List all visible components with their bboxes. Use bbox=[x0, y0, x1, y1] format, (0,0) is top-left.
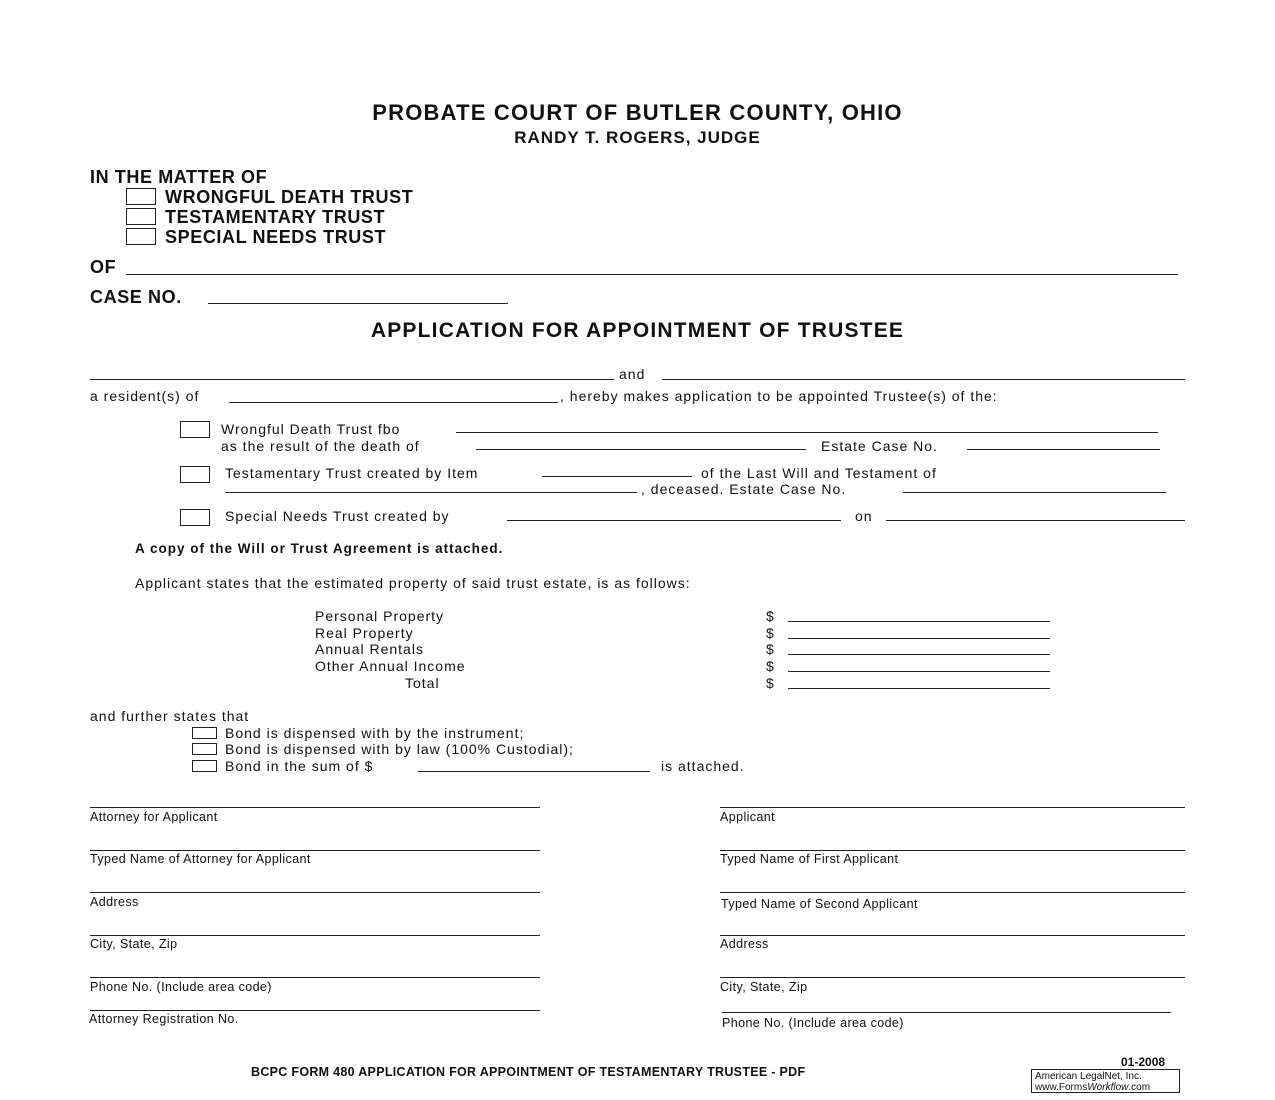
applicant-1-field[interactable] bbox=[90, 379, 614, 380]
annual-rentals-field[interactable] bbox=[788, 654, 1050, 655]
testator-field[interactable] bbox=[225, 492, 637, 493]
death-label: as the result of the death of bbox=[221, 438, 420, 454]
application-text: , hereby makes application to be appointed Trustee(s) of the: bbox=[560, 388, 998, 404]
resident-label: a resident(s) of bbox=[90, 388, 200, 404]
total-field[interactable] bbox=[788, 688, 1050, 689]
case-number-field[interactable] bbox=[208, 303, 508, 304]
signature-label: Phone No. (Include area code) bbox=[90, 980, 272, 994]
bond-sum-checkbox[interactable] bbox=[192, 760, 217, 772]
first-applicant-name-field[interactable] bbox=[720, 850, 1185, 851]
testamentary-checkbox[interactable] bbox=[126, 208, 156, 225]
estate-case-field[interactable] bbox=[967, 449, 1160, 450]
property-label: Real Property bbox=[315, 625, 414, 641]
testamentary-case-field[interactable] bbox=[903, 492, 1166, 493]
bond-option: Bond is dispensed with by the instrument; bbox=[225, 725, 525, 741]
signature-label: Attorney for Applicant bbox=[90, 810, 218, 824]
applicant-city-field[interactable] bbox=[720, 977, 1185, 978]
dollar-sign: $ bbox=[766, 608, 775, 624]
attorney-address-field[interactable] bbox=[90, 892, 540, 893]
attorney-signature-field[interactable] bbox=[90, 807, 540, 808]
applicant-signature-field[interactable] bbox=[720, 807, 1185, 808]
signature-label: Attorney Registration No. bbox=[89, 1012, 239, 1026]
estate-case-label: Estate Case No. bbox=[821, 438, 938, 454]
form-title: APPLICATION FOR APPOINTMENT OF TRUSTEE bbox=[370, 319, 905, 342]
fbo-field[interactable] bbox=[456, 432, 1158, 433]
property-label: Other Annual Income bbox=[315, 658, 466, 674]
court-title: PROBATE COURT OF BUTLER COUNTY, OHIO bbox=[372, 100, 903, 125]
property-label: Annual Rentals bbox=[315, 641, 424, 657]
of-label: OF bbox=[90, 257, 117, 277]
bond-instrument-checkbox[interactable] bbox=[192, 727, 217, 739]
attorney-phone-field[interactable] bbox=[90, 977, 540, 978]
testamentary-label: Testamentary Trust created by Item bbox=[225, 465, 479, 481]
property-label: Total bbox=[405, 675, 440, 691]
vendor-name: American LegalNet, Inc. bbox=[1035, 1071, 1142, 1082]
attorney-name-field[interactable] bbox=[90, 850, 540, 851]
special-trust-checkbox[interactable] bbox=[180, 509, 210, 526]
property-intro: Applicant states that the estimated property of said trust estate, is as follows: bbox=[135, 575, 691, 591]
dollar-sign: $ bbox=[766, 675, 775, 691]
signature-label: Typed Name of Attorney for Applicant bbox=[90, 852, 311, 866]
real-property-field[interactable] bbox=[788, 638, 1050, 639]
signature-label: Phone No. (Include area code) bbox=[722, 1016, 904, 1030]
applicant-2-field[interactable] bbox=[662, 379, 1185, 380]
signature-label: City, State, Zip bbox=[90, 937, 178, 951]
vendor-url bbox=[1035, 1082, 1176, 1093]
special-label: Special Needs Trust created by bbox=[225, 508, 450, 524]
dollar-sign: $ bbox=[766, 625, 775, 641]
matter-option: SPECIAL NEEDS TRUST bbox=[165, 227, 387, 247]
matter-option: TESTAMENTARY TRUST bbox=[165, 207, 386, 227]
special-needs-checkbox[interactable] bbox=[126, 228, 156, 245]
signature-label: City, State, Zip bbox=[720, 980, 808, 994]
applicant-phone-field[interactable] bbox=[722, 1012, 1171, 1013]
property-label: Personal Property bbox=[315, 608, 445, 624]
bond-attached-text: is attached. bbox=[661, 758, 745, 774]
item-field[interactable] bbox=[542, 476, 692, 477]
dollar-sign: $ bbox=[766, 641, 775, 657]
bond-option: Bond in the sum of $ bbox=[225, 758, 374, 774]
other-income-field[interactable] bbox=[788, 671, 1050, 672]
vendor-logo bbox=[1031, 1069, 1180, 1093]
dollar-sign: $ bbox=[766, 658, 775, 674]
applicant-address-field[interactable] bbox=[720, 935, 1185, 936]
will-label: of the Last Will and Testament of bbox=[701, 465, 937, 481]
form-date: 01-2008 bbox=[1121, 1055, 1166, 1069]
judge-name: RANDY T. ROGERS, JUDGE bbox=[514, 128, 761, 147]
creator-field[interactable] bbox=[507, 520, 841, 521]
residence-field[interactable] bbox=[229, 402, 558, 403]
attached-note: A copy of the Will or Trust Agreement is attached. bbox=[135, 541, 504, 556]
bond-law-checkbox[interactable] bbox=[192, 743, 217, 755]
form-number: BCPC FORM 480 APPLICATION FOR APPOINTMENT OF TESTAMENTARY TRUSTEE - PDF bbox=[251, 1065, 806, 1079]
bond-amount-field[interactable] bbox=[418, 771, 650, 772]
of-field[interactable] bbox=[126, 274, 1178, 275]
matter-option: WRONGFUL DEATH TRUST bbox=[165, 187, 414, 207]
vendor-url-part: Workflow bbox=[1087, 1082, 1129, 1093]
wrongful-trust-checkbox[interactable] bbox=[180, 421, 210, 438]
case-label: CASE NO. bbox=[90, 287, 182, 307]
bond-intro: and further states that bbox=[90, 708, 250, 724]
attorney-registration-field[interactable] bbox=[90, 1010, 540, 1011]
wrongful-label: Wrongful Death Trust fbo bbox=[221, 421, 401, 437]
and-text: and bbox=[619, 366, 646, 382]
signature-label: Typed Name of Second Applicant bbox=[721, 897, 918, 911]
vendor-url-part: .com bbox=[1128, 1082, 1151, 1093]
date-field[interactable] bbox=[886, 520, 1185, 521]
matter-label: IN THE MATTER OF bbox=[90, 167, 268, 187]
on-label: on bbox=[855, 508, 873, 524]
attorney-city-field[interactable] bbox=[90, 935, 540, 936]
personal-property-field[interactable] bbox=[788, 621, 1050, 622]
signature-label: Address bbox=[90, 895, 139, 909]
second-applicant-name-field[interactable] bbox=[720, 892, 1185, 893]
deceased-label: , deceased. Estate Case No. bbox=[641, 481, 847, 497]
signature-label: Typed Name of First Applicant bbox=[720, 852, 899, 866]
vendor-url-part: www.Forms bbox=[1035, 1082, 1088, 1093]
bond-option: Bond is dispensed with by law (100% Custodial); bbox=[225, 741, 574, 757]
wrongful-death-checkbox[interactable] bbox=[126, 188, 156, 205]
testamentary-trust-checkbox[interactable] bbox=[180, 466, 210, 483]
decedent-field[interactable] bbox=[476, 449, 806, 450]
signature-label: Address bbox=[720, 937, 769, 951]
signature-label: Applicant bbox=[720, 810, 776, 824]
